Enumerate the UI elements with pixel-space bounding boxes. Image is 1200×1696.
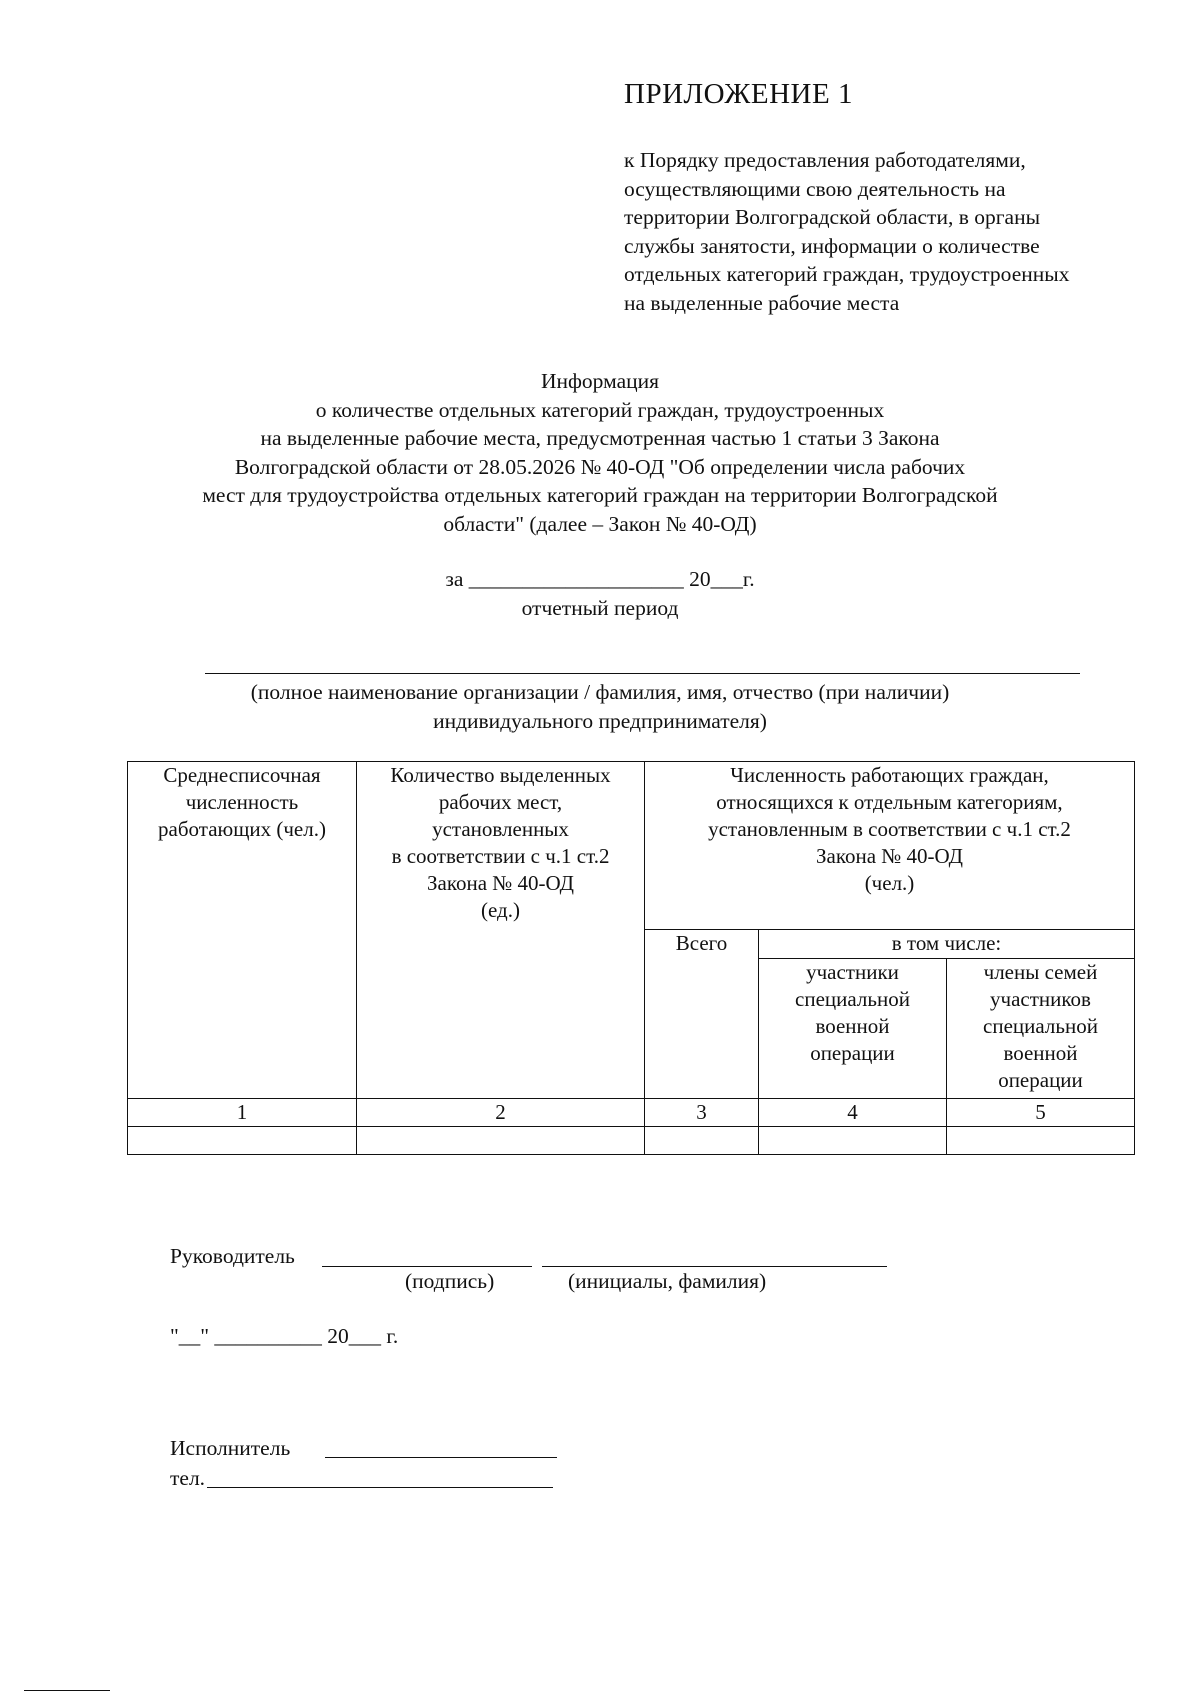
document-heading-line: области" (далее – Закон № 40-ОД) xyxy=(443,511,757,536)
document-heading xyxy=(100,367,1100,538)
period-caption: отчетный период xyxy=(521,596,679,620)
footer-rule xyxy=(24,1690,110,1691)
header-text: (чел.) xyxy=(864,871,915,895)
header-text: Закона № 40-ОД xyxy=(426,871,574,895)
data-cell-svo-family-members[interactable] xyxy=(947,1127,1135,1155)
column-number: 5 xyxy=(947,1099,1135,1127)
appendix-note-line: отдельных категорий граждан, трудоустроенных xyxy=(624,262,1070,286)
header-text: специальной xyxy=(795,987,910,1011)
header-text: операции xyxy=(810,1041,895,1065)
organization-caption xyxy=(100,678,1100,736)
column-numbers-row xyxy=(128,1099,1135,1127)
organization-caption-line: (полное наименование организации / фамилия, имя, отчество (при наличии) xyxy=(250,680,950,704)
document-title: Информация xyxy=(540,369,660,393)
appendix-note-line: осуществляющими свою деятельность на xyxy=(624,176,1006,201)
executor-label: Исполнитель xyxy=(170,1436,291,1460)
header-text: в соответствии с ч.1 ст.2 xyxy=(391,844,610,868)
data-cell-allocated-jobs[interactable] xyxy=(357,1127,645,1155)
column-number: 4 xyxy=(759,1099,947,1127)
header-text: (ед.) xyxy=(481,898,520,922)
organization-name-line xyxy=(205,673,1080,674)
header-text: участников xyxy=(990,987,1091,1011)
header-text: Закона № 40-ОД xyxy=(815,844,963,868)
header-text: Среднесписочная xyxy=(163,763,321,787)
signature-line[interactable] xyxy=(322,1266,532,1267)
appendix-note-line: территории Волгоградской области, в органы xyxy=(624,205,1041,229)
report-table xyxy=(127,761,1135,1155)
phone-label: тел. xyxy=(170,1466,206,1490)
appendix-title: ПРИЛОЖЕНИЕ 1 xyxy=(624,78,853,110)
column-number: 3 xyxy=(645,1099,759,1127)
header-svo-family-members xyxy=(947,959,1135,1099)
date-line: "__" __________ 20___ г. xyxy=(170,1324,399,1348)
column-number: 1 xyxy=(128,1099,357,1127)
head-label: Руководитель xyxy=(170,1244,295,1268)
header-including: в том числе: xyxy=(759,930,1135,959)
header-text: работающих (чел.) xyxy=(158,817,326,841)
header-text: операции xyxy=(998,1068,1083,1092)
header-text: численность xyxy=(185,790,299,814)
appendix-note xyxy=(624,146,1184,317)
header-text: военной xyxy=(815,1014,890,1038)
executor-line[interactable] xyxy=(325,1457,557,1458)
data-cell-total[interactable] xyxy=(645,1127,759,1155)
name-caption: (инициалы, фамилия) xyxy=(568,1269,767,1293)
appendix-note-line: на выделенные рабочие места xyxy=(624,290,900,315)
header-avg-headcount xyxy=(128,762,357,1099)
header-text: установленных xyxy=(432,817,569,841)
data-cell-svo-participants[interactable] xyxy=(759,1127,947,1155)
appendix-note-line: к Порядку предоставления работодателями, xyxy=(624,148,1026,172)
header-text: члены семей xyxy=(983,960,1098,984)
appendix-note-line: службы занятости, информации о количестве xyxy=(624,233,1040,258)
document-heading-line: на выделенные рабочие места, предусмотренная частью 1 статьи 3 Закона xyxy=(260,426,940,450)
data-cell-avg-headcount[interactable] xyxy=(128,1127,357,1155)
header-text: военной xyxy=(1003,1041,1078,1065)
column-number: 2 xyxy=(357,1099,645,1127)
name-line[interactable] xyxy=(542,1266,887,1267)
phone-line[interactable] xyxy=(207,1487,553,1488)
header-allocated-jobs xyxy=(357,762,645,1099)
header-svo-participants xyxy=(759,959,947,1099)
data-row xyxy=(128,1127,1135,1155)
signature-caption: (подпись) xyxy=(405,1269,495,1293)
document-heading-line: мест для трудоустройства отдельных категорий граждан на территории Волгоградской xyxy=(202,483,998,507)
header-text: участники xyxy=(806,960,899,984)
header-text: Количество выделенных xyxy=(390,763,611,787)
document-heading-line: Волгоградской области от 28.05.2026 № 40-ОД "Об определении числа рабочих xyxy=(234,454,966,479)
header-text: специальной xyxy=(983,1014,1098,1038)
header-text: Численность работающих граждан, xyxy=(730,763,1049,787)
header-text: установленным в соответствии с ч.1 ст.2 xyxy=(708,817,1071,841)
header-total: Всего xyxy=(645,930,759,1099)
document-heading-line: о количестве отдельных категорий граждан, трудоустроенных xyxy=(315,397,885,422)
organization-caption-line: индивидуального предпринимателя) xyxy=(433,709,767,733)
header-employed-citizens xyxy=(645,762,1135,930)
header-text: рабочих мест, xyxy=(438,790,563,814)
header-text: относящихся к отдельным категориям, xyxy=(716,790,1063,814)
period-line: за ____________________ 20___г. xyxy=(445,567,755,591)
